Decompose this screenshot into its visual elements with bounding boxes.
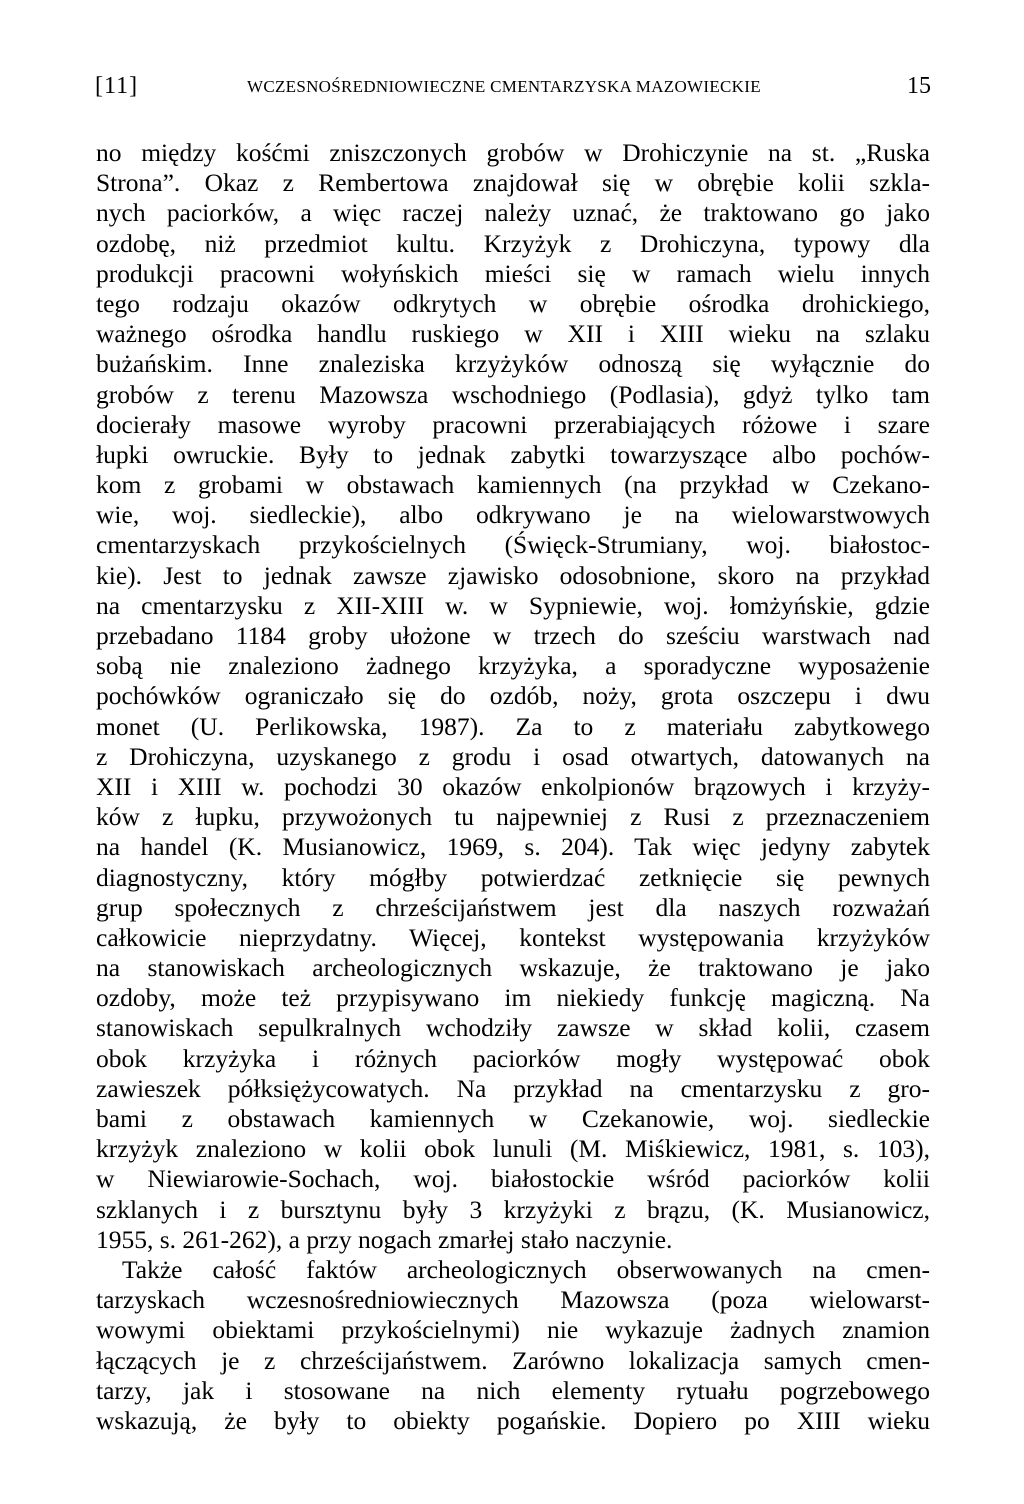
text-line: na cmentarzysku z XII-XIII w. w Sypniewie, woj. łomżyńskie, gdzie <box>96 590 930 620</box>
text-line: ważnego ośrodka handlu ruskiego w XII i XIII wieku na szlaku <box>96 319 930 349</box>
body-text <box>96 138 930 1436</box>
page-number: 15 <box>907 73 931 99</box>
text-line: tarzyskach wczesnośredniowiecznych Mazowsza (poza wielowarst- <box>96 1285 930 1315</box>
text-line: ozdoby, może też przypisywano im niekiedy funkcję magiczną. Na <box>96 983 930 1013</box>
text-line: łączących je z chrześcijaństwem. Zarówno lokalizacja samych cmen- <box>96 1345 930 1375</box>
text-line: na stanowiskach archeologicznych wskazuje, że traktowano je jako <box>96 953 930 983</box>
running-title: WCZESNOŚREDNIOWIECZNE CMENTARZYSKA MAZOWIECKIE <box>247 77 761 96</box>
text-line: ków z łupku, przywożonych tu najpewniej z Rusi z przeznaczeniem <box>96 802 930 832</box>
text-line: bużańskim. Inne znaleziska krzyżyków odnoszą się wyłącznie do <box>96 349 930 379</box>
text-line: kie). Jest to jednak zawsze zjawisko odosobnione, skoro na przykład <box>96 560 930 590</box>
text-line: produkcji pracowni wołyńskich mieści się w ramach wielu innych <box>96 258 930 288</box>
text-line: ozdobę, niż przedmiot kultu. Krzyżyk z Drohiczyna, typowy dla <box>96 228 930 258</box>
text-line: sobą nie znaleziono żadnego krzyżyka, a sporadyczne wyposażenie <box>96 651 930 681</box>
text-line: Strona”. Okaz z Rembertowa znajdował się w obrębie kolii szkla- <box>96 168 930 198</box>
text-line: monet (U. Perlikowska, 1987). Za to z materiału zabytkowego <box>96 711 930 741</box>
text-line: całkowicie nieprzydatny. Więcej, kontekst występowania krzyżyków <box>96 922 930 952</box>
text-line: no między kośćmi zniszczonych grobów w Drohiczynie na st. „Ruska <box>96 138 930 167</box>
text-line: w Niewiarowie-Sochach, woj. białostockie wśród paciorków kolii <box>96 1164 930 1194</box>
text-line: stanowiskach sepulkralnych wchodziły zawsze w skład kolii, czasem <box>96 1013 930 1043</box>
text-line: grup społecznych z chrześcijaństwem jest dla naszych rozważań <box>96 892 930 922</box>
text-line: wskazują, że były to obiekty pogańskie. Dopiero po XIII wieku <box>96 1405 930 1435</box>
paragraph-end-line: 1955, s. 261-262), a przy nogach zmarłej stało naczynie. <box>96 1224 673 1254</box>
text-line: XII i XIII w. pochodzi 30 okazów enkolpionów brązowych i krzyży- <box>96 771 930 801</box>
text-line: przebadano 1184 groby ułożone w trzech do sześciu warstwach nad <box>96 621 930 650</box>
text-line: kom z grobami w obstawach kamiennych (na przykład w Czekano- <box>96 470 930 500</box>
text-line: wie, woj. siedleckie), albo odkrywano je na wielowarstwowych <box>96 500 930 530</box>
text-line: tego rodzaju okazów odkrytych w obrębie ośrodka drohickiego, <box>96 288 930 318</box>
text-line: na handel (K. Musianowicz, 1969, s. 204). Tak więc jedyny zabytek <box>96 832 930 862</box>
text-line: łupki owruckie. Były to jednak zabytki towarzyszące albo pochów- <box>96 439 930 469</box>
running-header <box>95 68 935 108</box>
text-line: obok krzyżyka i różnych paciorków mogły występować obok <box>96 1043 930 1073</box>
text-line: krzyżyk znaleziono w kolii obok lunuli (M. Miśkiewicz, 1981, s. 103), <box>96 1134 930 1164</box>
text-line: szklanych i z bursztynu były 3 krzyżyki z brązu, (K. Musianowicz, <box>96 1194 930 1224</box>
text-line: wowymi obiektami przykościelnymi) nie wykazuje żadnych znamion <box>96 1315 930 1345</box>
text-line: diagnostyczny, który mógłby potwierdzać zetknięcie się pewnych <box>96 862 930 892</box>
text-line: grobów z terenu Mazowsza wschodniego (Podlasia), gdyż tylko tam <box>96 379 930 409</box>
text-line: nych paciorków, a więc raczej należy uznać, że traktowano go jako <box>96 198 930 228</box>
text-line: cmentarzyskach przykościelnych (Święck-Strumiany, woj. białostoc- <box>96 530 930 560</box>
text-line: zawieszek półksiężycowatych. Na przykład na cmentarzysku z gro- <box>96 1073 930 1103</box>
text-line: pochówków ograniczało się do ozdób, noży, grota oszczepu i dwu <box>96 681 930 711</box>
text-line: z Drohiczyna, uzyskanego z grodu i osad otwartych, datowanych na <box>96 741 930 771</box>
section-number: [11] <box>95 73 139 99</box>
text-line: tarzy, jak i stosowane na nich elementy rytuału pogrzebowego <box>96 1375 930 1405</box>
paragraph-start-line: Także całość faktów archeologicznych obserwowanych na cmen- <box>122 1254 930 1284</box>
text-line: docierały masowe wyroby pracowni przerabiających różowe i szare <box>96 409 930 439</box>
text-line: bami z obstawach kamiennych w Czekanowie, woj. siedleckie <box>96 1104 930 1133</box>
